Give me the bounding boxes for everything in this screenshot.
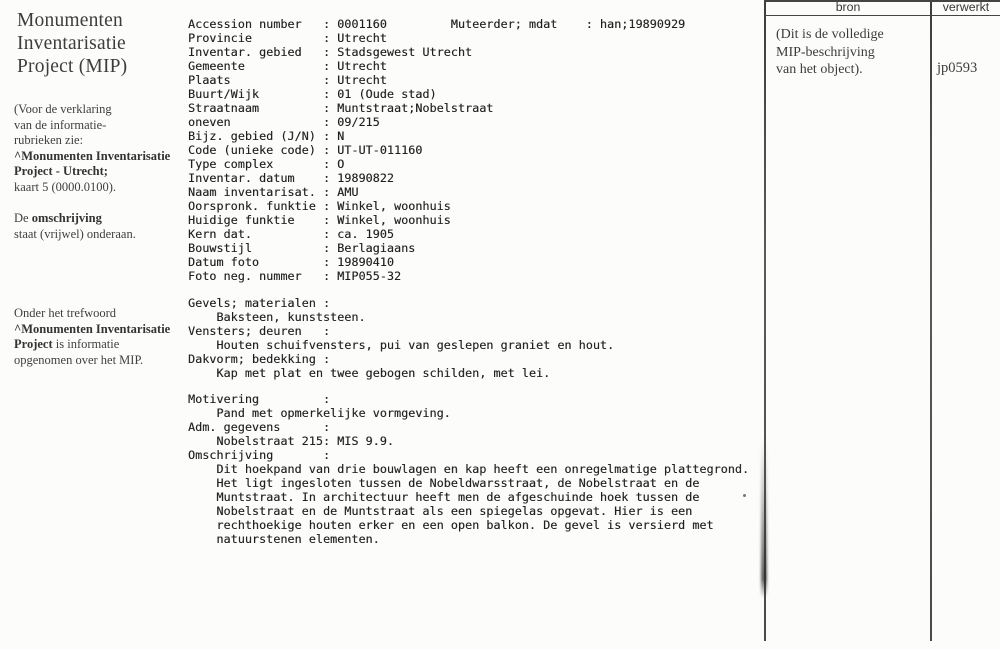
page-title: Monumenten Inventarisatie Project (MIP)	[17, 10, 128, 77]
panel-header-rule	[764, 15, 1000, 17]
record-fields: Accession number : 0001160 Muteerder; mdat : han;19890929 Provincie : Utrecht Inventar. gebied : Stadsgewest Utrecht Gemeente : Utrecht Plaats : Utrecht Buurt/Wijk : 01 (Oude stad) Straatnaam : Muntstraat;Nobelstraat oneven : 09/215 Bijz. gebied (J/N) : N Code (unieke code) : UT-UT-011160 Type complex : O Inventar. datum : 19890822 Naam inventarisat. : AMU Oorspronk. funktie : Winkel, woonhuis Huidige funktie : Winkel, woonhuis Kern dat. : ca. 1905 Bouwstijl : Berlagiaans Datum foto : 19890410 Foto neg. nummer : MIP055-32	[188, 17, 686, 283]
column-header-verwerkt: verwerkt	[942, 0, 990, 14]
sidebar-note-omschrijving: De omschrijving staat (vrijwel) onderaan.	[14, 211, 136, 241]
scan-smudge-artifact	[761, 438, 767, 598]
record-materials-section: Gevels; materialen : Baksteen, kunststeen. Vensters; deuren : Houten schuifvensters, pui van geslepen graniet en hout. Dakvorm; bedekking : Kap met plat en twee gebogen schilden, met lei.	[188, 296, 615, 380]
record-description-section: Motivering : Pand met opmerkelijke vormgeving. Adm. gegevens : Nobelstraat 215: MIS 9.9. Omschrijving : Dit hoekpand van drie bouwlagen en kap heeft een onregelmatige plattegrond. Het ligt ingesloten tussen de Nobeldwarsstraat, de Nobelstraat en de Muntstraat. In architectuur heeft men de afgeschuinde hoek tussen de Nobelstraat en de Muntstraat als een spiegelas opgevat. Hier is een rechthoekige houten erker en een open balkon. De gevel is versierd met natuurstenen elementen.	[188, 392, 750, 546]
verwerkt-value: jp0593	[937, 60, 978, 76]
sidebar-note-info: (Voor de verklaring van de informatie- rubrieken zie: ^Monumenten Inventarisatie Project - Utrecht; kaart 5 (0000.0100).	[14, 102, 171, 194]
scan-dot-artifact	[743, 494, 746, 497]
panel-column-divider	[930, 0, 932, 641]
sidebar-note-trefwoord: Onder het trefwoord ^Monumenten Inventarisatie Project is informatie opgenomen over het MIP.	[14, 306, 171, 367]
column-header-bron: bron	[835, 0, 861, 14]
bron-note: (Dit is de volledige MIP-beschrijving van het object).	[776, 27, 884, 77]
